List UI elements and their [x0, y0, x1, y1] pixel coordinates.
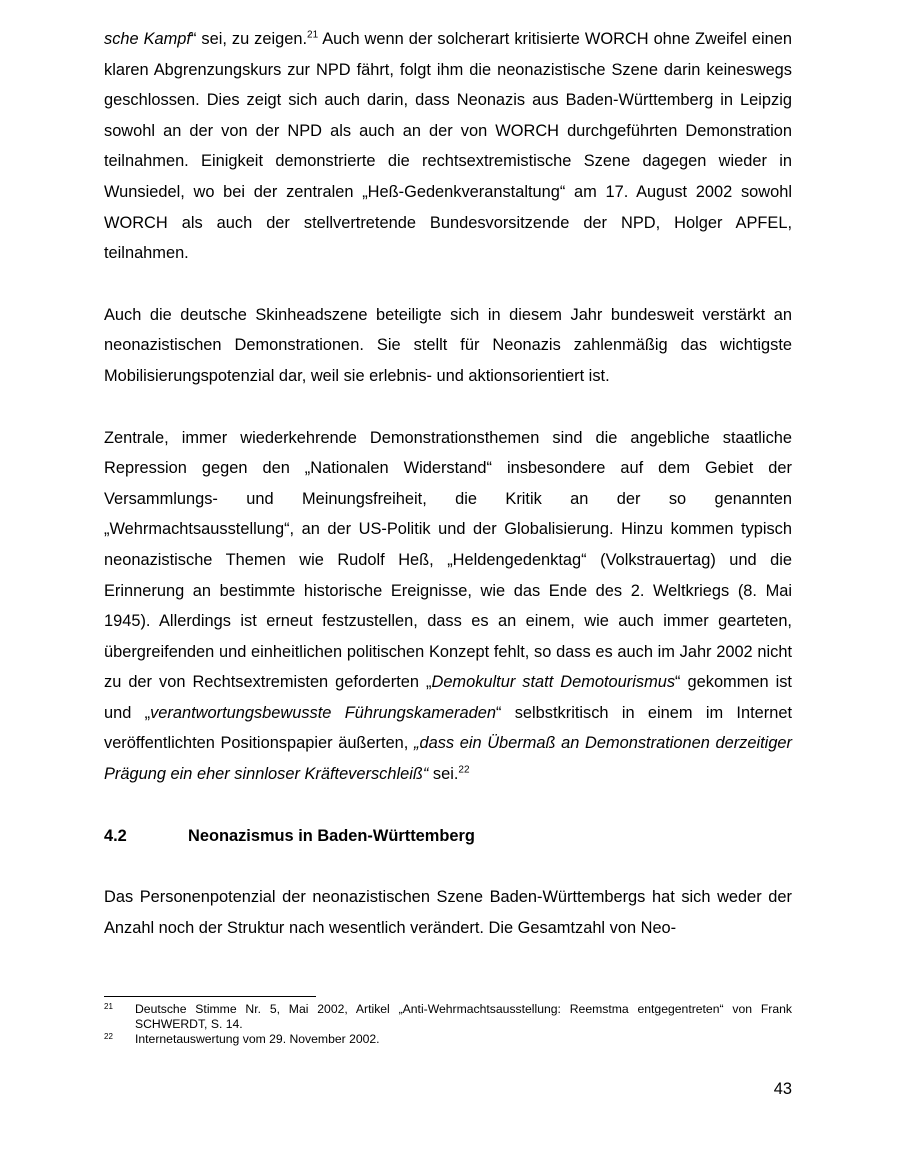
- p1-text-b: Auch wenn der solcherart kritisierte WORCH ohne Zweifel einen klaren Abgrenzungskurs zur NPD fährt, folgt ihm die neonazistische Szene darin keineswegs geschlossen. Dies zeigt sich auch darin, dass Neonazis aus Baden-Württemberg in Leipzig sowohl an der von der NPD als auch an der von WORCH durchgeführten Demonstration teilnahmen. Einigkeit demonstrierte die rechtsextremistische Szene dagegen wieder in Wunsiedel, wo bei der zentralen „Heß-Gedenkveranstaltung“ am 17. August 2002 sowohl WORCH als auch der stellvertretende Bundesvorsitzende der NPD, Holger APFEL, teilnahmen.: [104, 30, 792, 263]
- p3-text-d: sei.: [428, 765, 459, 784]
- section-heading: [104, 821, 792, 852]
- p3-italic-demokultur: Demokultur statt Demotourismus: [431, 673, 676, 692]
- p1-italic: sche Kampf: [104, 30, 191, 48]
- footnote-mark: 21: [104, 1002, 113, 1011]
- footnotes: [104, 1002, 792, 1047]
- paragraph-1: [104, 24, 792, 269]
- p3-text-a: Zentrale, immer wiederkehrende Demonstrationsthemen sind die angebliche staatliche Repression gegen den „Nationalen Widerstand“ insbesondere auf dem Gebiet der Versammlungs- und Meinungsfreiheit, die Kritik an der so genannten „Wehrmachtsausstellung“, an der US-Politik und der Globalisierung. Hinzu kommen typisch neonazistische Themen wie Rudolf Heß, „Heldengedenktag“ (Volkstrauertag) und die Erinnerung an bestimmte historische Ereignisse, wie das Ende des 2. Weltkriegs (8. Mai 1945). Allerdings ist erneut festzustellen, dass es an einem, wie auch immer gearteten, übergreifenden und einheitlichen politischen Konzept fehlt, so dass es auch im Jahr 2002 nicht zu der von Rechtsextremisten geforderten „: [104, 428, 792, 692]
- p1-text-a: “ sei, zu zeigen.: [190, 30, 308, 48]
- body-text: [104, 24, 792, 943]
- footnote-text: Internetauswertung vom 29. November 2002.: [135, 1032, 380, 1046]
- section-number: 4.2: [104, 826, 127, 845]
- page-number: 43: [773, 1080, 792, 1098]
- paragraph-4: Das Personenpotenzial der neonazistischen Szene Baden-Württembergs hat sich weder der Anzahl noch der Struktur nach wesentlich verändert. Die Gesamtzahl von Neo-: [104, 888, 792, 937]
- footnote-mark: 22: [104, 1032, 113, 1041]
- paragraph-3: [104, 423, 792, 790]
- paragraph-2: Auch die deutsche Skinheadszene beteiligte sich in diesem Jahr bundesweit verstärkt an neonazistischen Demonstrationen. Sie stellt für Neonazis zahlenmäßig das wichtigste Mobilisierungspotenzial dar, weil sie erlebnis- und aktionsorientiert ist.: [104, 305, 792, 385]
- p3-text-b: “ gekommen ist und „: [104, 673, 792, 722]
- footnote-ref-22[interactable]: 22: [458, 764, 470, 776]
- footnote-divider: [104, 996, 316, 997]
- footnote-ref-21[interactable]: 21: [307, 29, 319, 41]
- footnote-21: [104, 1002, 792, 1032]
- p3-text-c: “ selbstkritisch in einem im Internet veröffentlichten Positionspapier äußerten,: [104, 703, 793, 753]
- p3-italic-fuehrung: verantwortungsbewusste Führungskameraden: [150, 703, 496, 722]
- footnote-22: [104, 1032, 792, 1047]
- section-title: Neonazismus in Baden-Württemberg: [188, 826, 475, 845]
- p3-italic-quote: „dass ein Übermaß an Demonstrationen derzeitiger Prägung ein eher sinnloser Kräfteverschleiß“: [104, 734, 793, 784]
- footnote-text: Deutsche Stimme Nr. 5, Mai 2002, Artikel „Anti-Wehrmachtsausstellung: Reemstma entgegentreten“ von Frank SCHWERDT, S. 14.: [135, 1002, 792, 1031]
